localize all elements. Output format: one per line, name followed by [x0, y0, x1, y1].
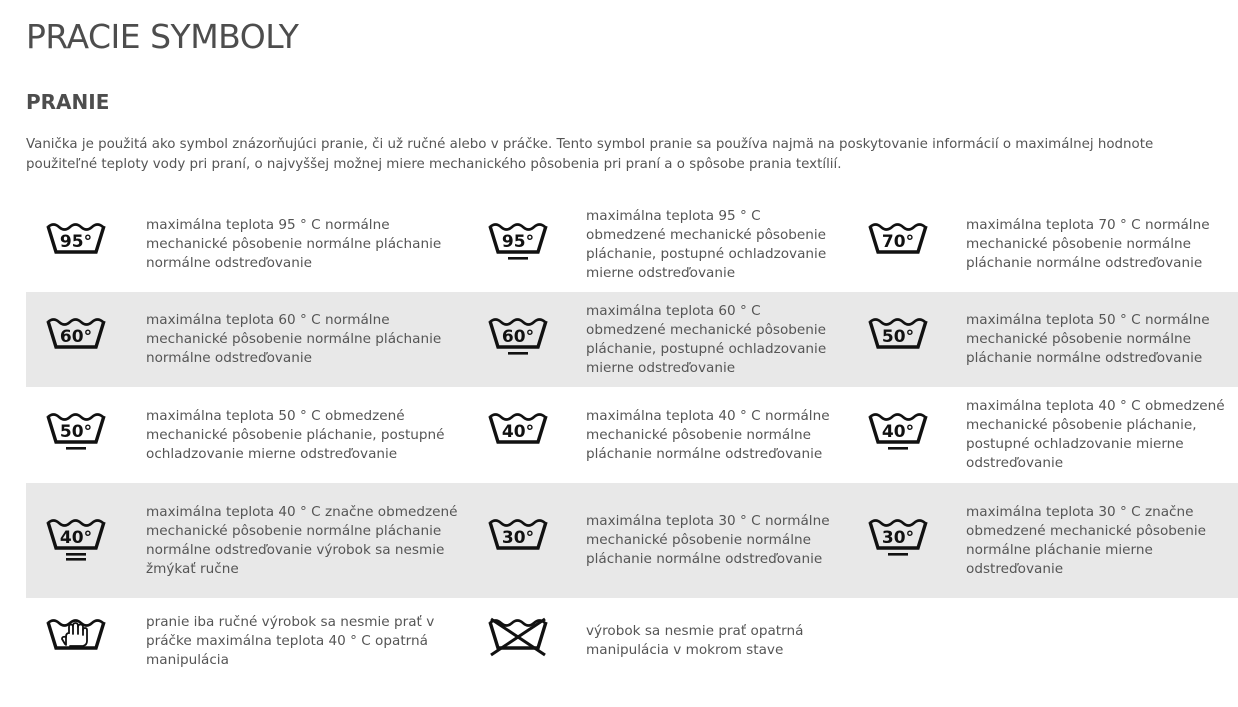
symbol-cell	[26, 483, 146, 598]
wash-60-icon-graphic	[46, 314, 106, 362]
temperature-label: 40°	[59, 527, 93, 548]
temperature-label: 95°	[501, 231, 535, 252]
wash-95-icon-graphic	[46, 219, 106, 267]
gentle-bar	[508, 257, 528, 260]
symbol-cell	[860, 197, 966, 292]
table-row	[26, 292, 1238, 387]
symbol-cell	[480, 197, 586, 292]
wash-30-gentle-icon	[868, 515, 928, 563]
temperature-label: 30°	[881, 527, 915, 548]
wash-30-icon-graphic	[488, 515, 548, 563]
symbols-table	[26, 197, 1238, 684]
symbol-cell	[26, 197, 146, 292]
wash-50-gentle-icon-graphic	[46, 409, 106, 457]
gentle-bar	[508, 352, 528, 355]
wash-40-icon	[488, 409, 548, 457]
symbol-cell	[26, 387, 146, 483]
symbol-cell	[860, 598, 966, 684]
symbol-description: maximálna teplota 30 ° C normálne mechanické pôsobenie normálne pláchanie normálne odstreďovanie	[586, 483, 860, 598]
wash-95-icon	[46, 219, 106, 267]
wash-40-very-gentle-icon-graphic	[46, 515, 106, 563]
wash-95-gentle-icon	[488, 219, 548, 267]
symbol-cell	[860, 292, 966, 387]
symbol-description: maximálna teplota 50 ° C obmedzené mechanické pôsobenie pláchanie, postupné ochladzovanie mierne odstreďovanie	[146, 407, 445, 462]
symbol-description: maximálna teplota 95 ° C obmedzené mechanické pôsobenie pláchanie, postupné ochladzovanie mierne odstreďovanie	[586, 207, 827, 281]
hand-wash-icon-graphic	[46, 615, 106, 663]
gentle-bar	[66, 558, 86, 561]
symbol-cell	[480, 598, 586, 684]
wash-70-icon-graphic	[868, 219, 928, 267]
table-row	[26, 197, 1238, 292]
symbol-cell	[26, 292, 146, 387]
gentle-bar	[66, 553, 86, 556]
symbol-cell	[860, 387, 966, 483]
wash-30-icon	[488, 515, 548, 563]
symbol-description: maximálna teplota 60 ° C obmedzené mechanické pôsobenie pláchanie, postupné ochladzovanie mierne odstreďovanie	[586, 292, 860, 387]
symbol-cell	[480, 483, 586, 598]
wash-30-gentle-icon-graphic	[868, 515, 928, 563]
do-not-wash-icon-graphic	[488, 615, 548, 663]
symbol-description: maximálna teplota 30 ° C značne obmedzené mechanické pôsobenie normálne pláchanie mierne odstreďovanie	[966, 483, 1238, 598]
gentle-bar	[888, 447, 908, 450]
symbol-description	[966, 598, 1238, 684]
wash-70-icon	[868, 219, 928, 267]
hand-wash-icon	[46, 615, 106, 663]
symbol-description: maximálna teplota 95 ° C normálne mechanické pôsobenie normálne pláchanie normálne odstreďovanie	[146, 217, 442, 271]
symbol-description: maximálna teplota 40 ° C obmedzené mechanické pôsobenie pláchanie, postupné ochladzovanie mierne odstreďovanie	[966, 398, 1225, 471]
table-row	[26, 387, 1238, 483]
gentle-bar	[66, 447, 86, 450]
wash-95-gentle-icon-graphic	[488, 219, 548, 267]
symbol-description: maximálna teplota 40 ° C normálne mechanické pôsobenie normálne pláchanie normálne odstreďovanie	[586, 407, 830, 462]
symbol-cell	[26, 598, 146, 684]
wash-40-very-gentle-icon	[46, 515, 106, 563]
temperature-label: 50°	[59, 422, 93, 442]
wash-60-gentle-icon	[488, 314, 548, 362]
temperature-label: 60°	[59, 326, 93, 347]
symbol-description: maximálna teplota 60 ° C normálne mechanické pôsobenie normálne pláchanie normálne odstreďovanie	[146, 292, 480, 387]
temperature-label: 30°	[501, 527, 535, 548]
temperature-label: 50°	[881, 326, 915, 347]
gentle-bar	[888, 553, 908, 556]
temperature-label: 95°	[59, 231, 93, 252]
wash-50-gentle-icon	[46, 409, 106, 457]
symbol-description: pranie iba ručné výrobok sa nesmie prať v práčke maximálna teplota 40 ° C opatrná manipulácia	[146, 613, 435, 668]
wash-40-gentle-icon-graphic	[868, 409, 928, 457]
page-title: PRACIE SYMBOLY	[26, 17, 299, 56]
temperature-label: 60°	[501, 326, 535, 347]
symbol-description: výrobok sa nesmie prať opatrná manipulácia v mokrom stave	[586, 623, 804, 658]
symbol-cell	[480, 292, 586, 387]
table-row	[26, 483, 1238, 598]
temperature-label: 40°	[881, 422, 915, 442]
section-heading: PRANIE	[26, 90, 110, 114]
table-row	[26, 598, 1238, 684]
wash-60-gentle-icon-graphic	[488, 314, 548, 362]
symbol-cell	[480, 387, 586, 483]
temperature-label: 40°	[501, 422, 535, 442]
symbol-description: maximálna teplota 40 ° C značne obmedzené mechanické pôsobenie normálne pláchanie normálne odstreďovanie výrobok sa nesmie žmýkať ručne	[146, 483, 480, 598]
symbol-description: maximálna teplota 70 ° C normálne mechanické pôsobenie normálne pláchanie normálne odstreďovanie	[966, 217, 1210, 271]
wash-40-icon-graphic	[488, 409, 548, 457]
wash-40-gentle-icon	[868, 409, 928, 457]
intro-paragraph: Vanička je použitá ako symbol znázorňujúci pranie, či už ručné alebo v práčke. Tento symbol pranie sa používa najmä na poskytovanie informácií o maximálnej hodnote použiteľné teploty vody pri praní, o najvyššej možnej miere mechanického pôsobenia pri praní a o spôsobe prania textílií.	[26, 137, 1154, 172]
wash-50-icon	[868, 314, 928, 362]
temperature-label: 70°	[881, 231, 915, 252]
wash-50-icon-graphic	[868, 314, 928, 362]
wash-60-icon	[46, 314, 106, 362]
symbol-cell	[860, 483, 966, 598]
symbol-description: maximálna teplota 50 ° C normálne mechanické pôsobenie normálne pláchanie normálne odstreďovanie	[966, 292, 1238, 387]
do-not-wash-icon	[488, 615, 548, 663]
